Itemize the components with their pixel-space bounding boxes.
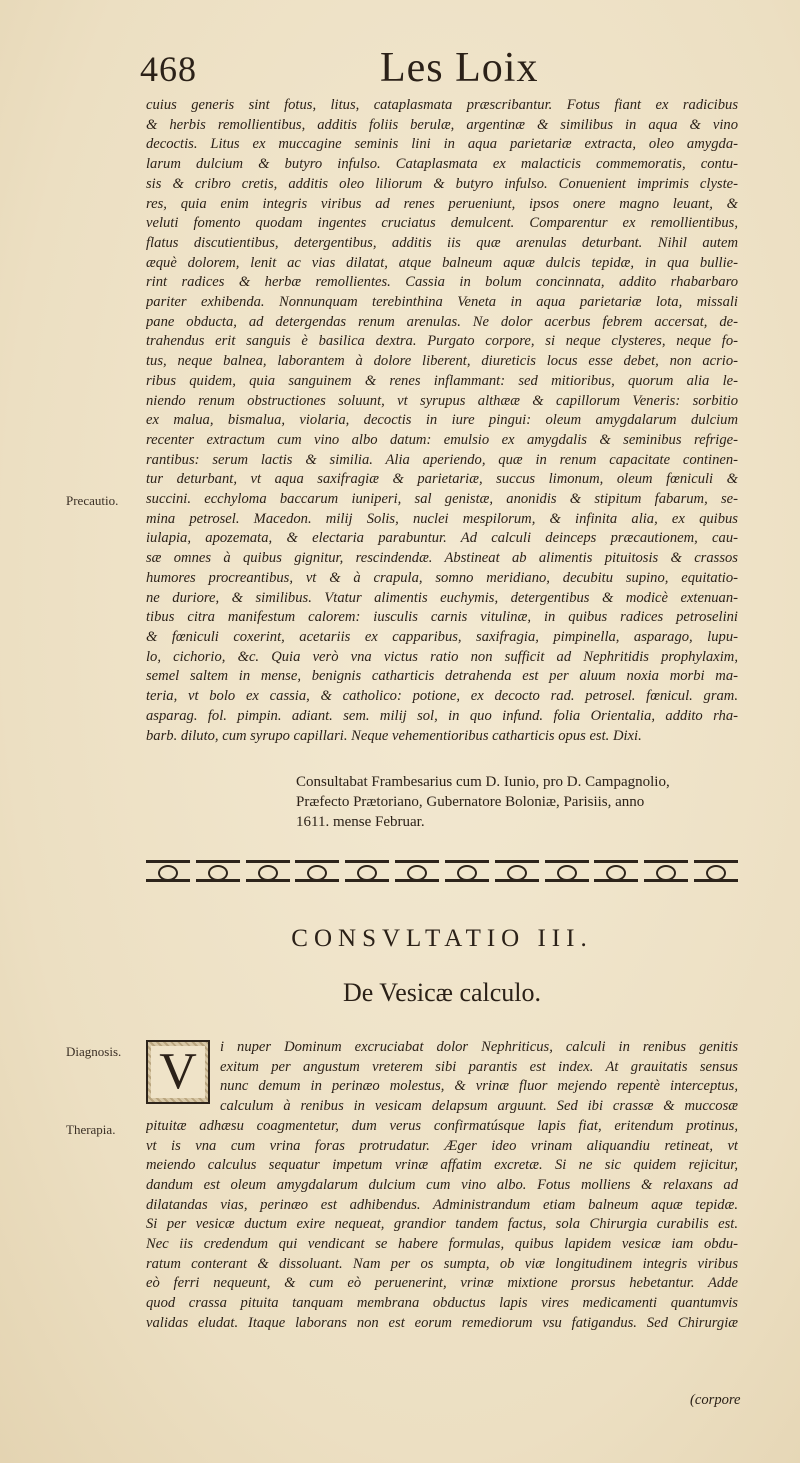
signature-line: Præfecto Prætoriano, Gubernatore Boloniæ, Parisiis, anno <box>296 794 645 810</box>
text-line: pituitæ adhæsu coagmentetur, dum verus confirmatúsque lapis fiat, eritendum protinus, <box>146 1117 738 1134</box>
running-title: Les Loix <box>380 45 539 91</box>
text-line: ne duriore, & similibus. Vtatur alimentis euchymis, detergentibus & modicè extenuan- <box>146 589 738 606</box>
text-line: vt is vna cum vrina foras protrudatur. Æger ideo vrinam aliquandiu retineat, vt <box>146 1137 738 1154</box>
text-line: veluti fomento quodam ingentes cruciatus demulcent. Comparentur ex remollientibus, <box>146 215 738 232</box>
text-line: dandum est oleum amygdalarum dulcium cum vino albo. Fotus molliens & relaxans ad <box>146 1176 738 1193</box>
text-line: & fœniculi coxerint, acetariis ex capparibus, saxifragia, pimpinella, asparago, lupu- <box>146 628 738 645</box>
text-line: semel saltem in mense, benignis catharticis detrahenda est per aluum noxia morbi ma- <box>146 668 738 685</box>
text-line: exitum per angustum vreterem sibi parantis est index. At grauitatis sensus <box>220 1058 738 1075</box>
drop-cap-letter: V <box>151 1046 205 1098</box>
ornament-knot <box>345 860 389 882</box>
section-title: De Vesicæ calculo. <box>342 978 542 1007</box>
text-line: æquè dolorem, lenit ac vias dilatat, atque balneum aquæ dulcis tepidæ, in qua bullie- <box>146 254 738 271</box>
text-line: sæ omnes à quibus gignitur, rescindendæ. Abstineat ab alimentis pituitosis & crassos <box>146 550 738 567</box>
text-line: eò ferri nequeunt, & cum eò peruenerint, vrinæ mixtione prorsus hebetantur. Adde <box>146 1275 738 1292</box>
text-line: teria, vt bolo ex cassia, & catholico: potione, ex decocto rad. petrosel. fœnicul. gram. <box>146 688 738 705</box>
text-line: ribus quidem, quia sanguinem & renes inflammant: sed mitioribus, quorum alia le- <box>146 372 738 389</box>
text-line: validas eludat. Itaque laborans non est eorum remediorum vsu fatigandus. Sed Chirurgiæ <box>146 1314 738 1331</box>
ornament-knot <box>545 860 589 882</box>
text-line: tus, neque balnea, laborantem à dolore liberent, diureticis locus esse debet, non acrio- <box>146 353 738 370</box>
text-line: tibus citra manifestum calorem: iusculis carnis vitulinæ, in quibus radices petroselini <box>146 609 738 626</box>
ornament-knot <box>246 860 290 882</box>
margin-note-precautio: Precautio. <box>66 493 119 508</box>
text-line: Nec iis credendum qui vendicant se habere formulas, quibus lapidem vesicæ iam obdu- <box>146 1236 738 1253</box>
text-line: trahendus erit sanguis è basilica dextra. Purgato corpore, si neque clysteres, neque fo- <box>146 333 738 350</box>
signature-line: Consultabat Frambesarius cum D. Iunio, pro D. Campagnolio, <box>296 774 670 790</box>
text-line: nunc demum in perinæo molestus, & vrinæ fluor mejendo repentè interceptus, <box>220 1078 738 1095</box>
ornament-knot <box>295 860 339 882</box>
text-line: i nuper Dominum excruciabat dolor Nephriticus, calculi in renibus genitis <box>220 1039 738 1055</box>
text-line: decoctis. Litus ex muccagine seminis lini in aqua parietariæ extracta, oleo amygda- <box>146 136 738 153</box>
text-line: dilatandas vias, perinæo est adhibendus. Administrandum etiam balneum aquæ tepidæ. <box>146 1196 738 1213</box>
text-line: lo, cichorio, &c. Quia verò vna victus ratio non sufficit ad Nephritidis prophylaxim, <box>146 648 738 665</box>
ornament-knot <box>395 860 439 882</box>
ornament-knot <box>594 860 638 882</box>
text-line: recenter extractum cum vino albo datum: emulsio ex amygdalis & seminibus refrige- <box>146 431 738 448</box>
margin-note-diagnosis: Diagnosis. <box>66 1044 122 1059</box>
ornamental-band <box>146 856 738 886</box>
text-line: flatus discutientibus, detergentibus, additis iis quæ arenulas deturbant. Nihil autem <box>146 234 738 251</box>
text-line: Si per vesicæ ductum exire nequeat, grandior tandem factus, sola Chirurgia curabilis est. <box>146 1216 738 1233</box>
margin-note-therapia: Therapia. <box>66 1122 116 1137</box>
text-line: meiendo calculus sequatur impetum vrinæ affatim excretæ. Si ne sic quidem rejicitur, <box>146 1157 738 1174</box>
text-line: iulapia, apozemata, & electaria parabuntur. Ad calculi deinceps præcautionem, cau- <box>146 530 738 547</box>
text-line: niendo renum obstructiones soluunt, vt syrupus althææ & capillorum Veneris: sorbitio <box>146 392 738 409</box>
consultatio-heading: CONSVLTATIO III. <box>291 925 593 952</box>
text-line: cuius generis sint fotus, litus, cataplasmata præscribantur. Fotus fiant ex radicibus <box>146 97 738 113</box>
ornament-knot <box>445 860 489 882</box>
consultatio-text-block <box>146 1038 738 1334</box>
ornament-knot <box>644 860 688 882</box>
text-line: ex malua, bismalua, violaria, decoctis in iure pingui: oleum amygdalarum dulcium <box>146 412 738 429</box>
text-line: succini. ecchyloma baccarum iuniperi, sal genistæ, anonidis & stipitum fabarum, se- <box>146 491 738 508</box>
signature-line: 1611. mense Februar. <box>296 814 425 830</box>
text-line: barb. diluto, cum syrupo capillari. Neque vehementioribus catharticis opus est. Dixi. <box>146 727 642 744</box>
text-line: calculum à renibus in vesicam delapsum arguunt. Sed ibi crassæ & muccosæ <box>220 1098 738 1115</box>
page-header <box>140 44 740 94</box>
text-line: tur deturbant, vt aqua saxifragiæ & parietariæ, succus limonum, oleum fœniculi & <box>146 471 738 488</box>
page-number: 468 <box>140 49 197 89</box>
ornament-knot <box>146 860 190 882</box>
text-line: sis & cribro cretis, additis oleo liliorum & butyro infulso. Conuenient imprimis clyste- <box>146 175 738 192</box>
ornament-knot <box>196 860 240 882</box>
text-line: humores procreantibus, vt & à crapula, somno meridiano, decubitu supino, equitatio- <box>146 569 738 586</box>
text-line: asparag. fol. pimpin. adiant. sem. milij sol, in quo infund. folia Orientalia, addito rha- <box>146 707 738 724</box>
text-line: larum dulcium & butyro infulso. Cataplasmata ex malacticis commemoratis, contu- <box>146 156 738 173</box>
catchword: (corpore <box>690 1392 741 1408</box>
text-line: res, quia enim integris viribus ad renes perueniunt, ipsos onere magno leuant, & <box>146 195 738 212</box>
text-line: pariter exhibenda. Nonnunquam terebinthina Veneta in aqua parietariæ lota, missali <box>146 294 738 311</box>
text-line: quod crassa pituita tanquam membrana obductus lapis vires medicamenti quantumvis <box>146 1295 738 1312</box>
main-text-block <box>146 96 738 746</box>
text-line: pane obducta, ad detergendas renum arenulas. Ne dolor acerbus febrem accersat, de- <box>146 313 738 330</box>
text-line: rantibus: serum lactis & similia. Alia aperiendo, quæ in renum capacitate continen- <box>146 451 738 468</box>
signature-block <box>296 772 746 832</box>
text-line: ratum conterant & dissoluant. Nam per os sumpta, ob viæ longitudinem integris viribus <box>146 1255 738 1272</box>
ornament-knot <box>694 860 738 882</box>
text-line: mina petrosel. Macedon. milij Solis, nuclei mespilorum, & infinita alia, ex quibus <box>146 510 738 527</box>
text-line: rint radices & herbæ remollientes. Cassia in bolum concinnata, addito rhabarbaro <box>146 274 738 291</box>
text-line: & herbis remollientibus, additis foliis berulæ, argentinæ & similibus in aqua & vino <box>146 116 738 133</box>
ornament-knot <box>495 860 539 882</box>
